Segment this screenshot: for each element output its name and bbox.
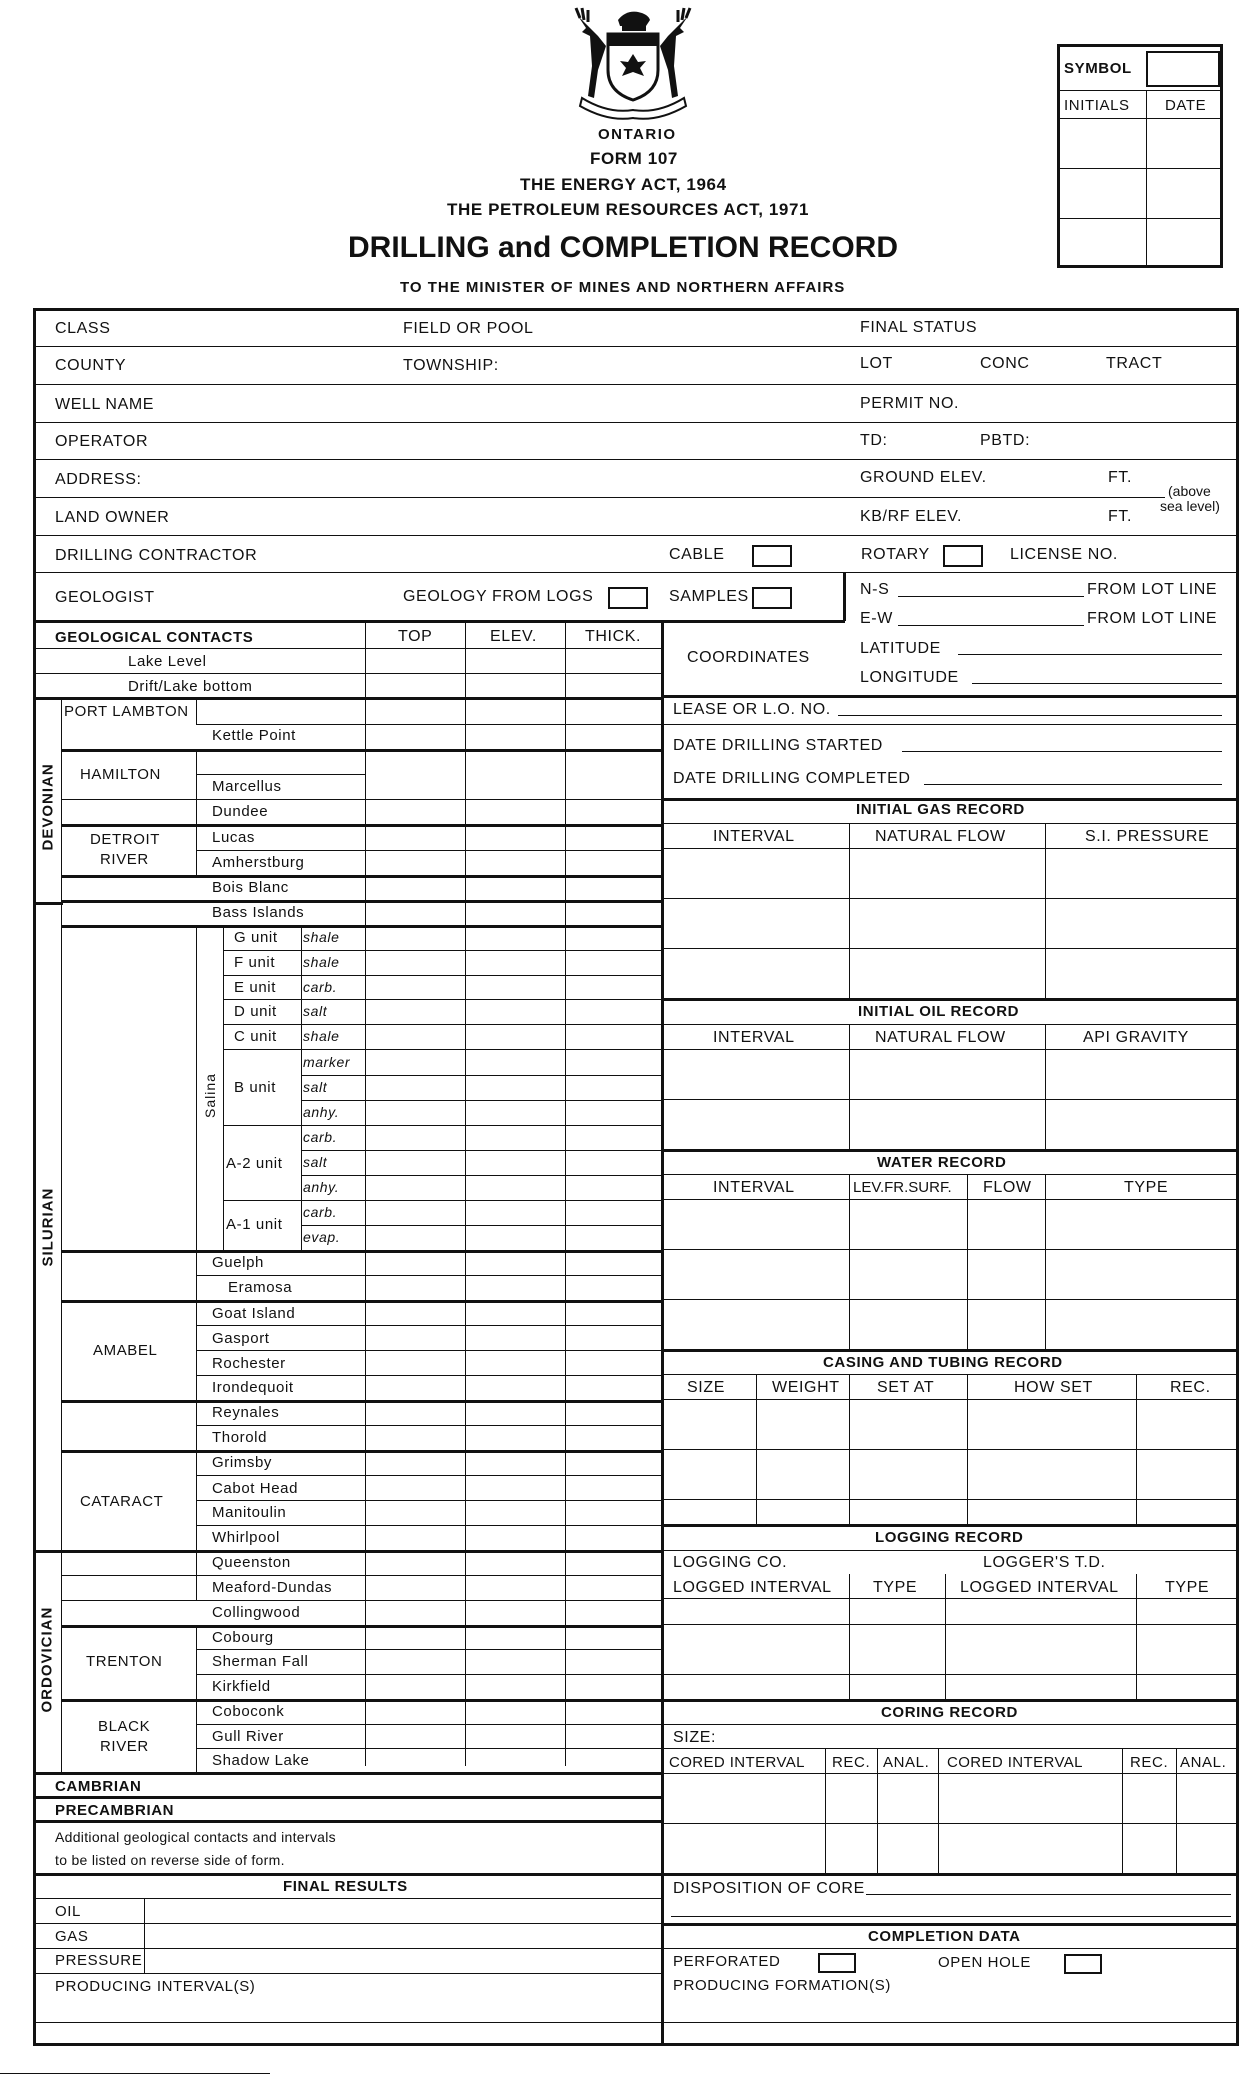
address-label: ADDRESS: <box>55 471 142 488</box>
irondequoit: Irondequoit <box>212 1379 294 1396</box>
logged-interval-header-2: LOGGED INTERVAL <box>960 1579 1119 1596</box>
oil-api-gravity-header: API GRAVITY <box>1083 1029 1189 1046</box>
c-unit-shale: shale <box>303 1028 340 1044</box>
water-flow-header: FLOW <box>983 1179 1032 1196</box>
coboconk: Coboconk <box>212 1703 285 1720</box>
sherman-fall: Sherman Fall <box>212 1653 309 1670</box>
a2-unit-carb: carb. <box>303 1129 338 1145</box>
geologist-label: GEOLOGIST <box>55 589 155 606</box>
ns-label: N-S <box>860 581 890 598</box>
meaford-dundas: Meaford-Dundas <box>212 1579 333 1596</box>
symbol-label: SYMBOL <box>1064 60 1132 77</box>
disposition-label: DISPOSITION OF CORE <box>673 1880 865 1897</box>
water-record-title: WATER RECORD <box>877 1154 1007 1171</box>
a2-unit-salt: salt <box>303 1154 328 1170</box>
oil-natural-flow-header: NATURAL FLOW <box>875 1029 1006 1046</box>
producing-formation-label: PRODUCING FORMATION(S) <box>673 1977 891 1994</box>
class-label: CLASS <box>55 320 111 337</box>
casing-record-title: CASING AND TUBING RECORD <box>823 1354 1063 1371</box>
lake-level: Lake Level <box>128 653 207 670</box>
grimsby: Grimsby <box>212 1454 273 1471</box>
ordovician-era: ORDOVICIAN <box>38 1606 56 1713</box>
land-owner-label: LAND OWNER <box>55 509 170 526</box>
water-type-header: TYPE <box>1124 1179 1169 1196</box>
gull-river: Gull River <box>212 1728 284 1745</box>
d-unit: D unit <box>234 1003 277 1020</box>
logged-interval-header-1: LOGGED INTERVAL <box>673 1579 832 1596</box>
rotary-label: ROTARY <box>861 546 930 563</box>
b-unit: B unit <box>234 1079 276 1096</box>
from-lot-line-1: FROM LOT LINE <box>1087 581 1218 598</box>
county-label: COUNTY <box>55 357 127 374</box>
f-unit: F unit <box>234 954 276 971</box>
d-unit-salt: salt <box>303 1003 328 1019</box>
open-hole-label: OPEN HOLE <box>938 1954 1031 1971</box>
geo-thick-header: THICK. <box>585 628 642 645</box>
open-hole-checkbox[interactable] <box>1064 1954 1102 1974</box>
act-1964: THE ENERGY ACT, 1964 <box>520 175 727 194</box>
samples-checkbox[interactable] <box>752 587 792 609</box>
completion-data-title: COMPLETION DATA <box>868 1928 1021 1945</box>
dundee: Dundee <box>212 803 269 820</box>
casing-rec-header: REC. <box>1170 1379 1211 1396</box>
additional-note-1: Additional geological contacts and intervals <box>55 1829 336 1845</box>
e-unit-carb: carb. <box>303 979 338 995</box>
reynales: Reynales <box>212 1404 280 1421</box>
bass-islands: Bass Islands <box>212 904 305 921</box>
water-interval-header: INTERVAL <box>713 1179 795 1196</box>
casing-set-at-header: SET AT <box>877 1379 935 1396</box>
ground-elev-label: GROUND ELEV. <box>860 469 987 486</box>
well-name-label: WELL NAME <box>55 396 155 413</box>
gas-record-title: INITIAL GAS RECORD <box>856 801 1025 818</box>
perforated-label: PERFORATED <box>673 1953 781 1970</box>
whirlpool: Whirlpool <box>212 1529 280 1546</box>
rochester: Rochester <box>212 1355 286 1372</box>
detroit-river-1: DETROIT <box>90 831 161 848</box>
producing-intervals-label: PRODUCING INTERVAL(S) <box>55 1978 256 1995</box>
cambrian: CAMBRIAN <box>55 1778 142 1795</box>
cobourg: Cobourg <box>212 1629 274 1646</box>
coring-size-label: SIZE: <box>673 1729 717 1746</box>
casing-weight-header: WEIGHT <box>772 1379 840 1396</box>
form-title: DRILLING and COMPLETION RECORD <box>348 231 898 264</box>
cable-label: CABLE <box>669 546 725 563</box>
sea-level-label: sea level) <box>1160 498 1220 514</box>
core-anal-header-2: ANAL. <box>1180 1754 1227 1771</box>
above-label: (above <box>1168 483 1211 499</box>
samples-label: SAMPLES <box>669 588 749 605</box>
b-unit-anhy: anhy. <box>303 1104 340 1120</box>
cable-checkbox[interactable] <box>752 545 792 567</box>
logging-co-label: LOGGING CO. <box>673 1554 788 1571</box>
perforated-checkbox[interactable] <box>818 1953 856 1973</box>
amherstburg: Amherstburg <box>212 854 305 871</box>
detroit-river-2: RIVER <box>100 851 149 868</box>
cored-interval-header-2: CORED INTERVAL <box>947 1754 1083 1771</box>
ft-label-1: FT. <box>1108 469 1133 486</box>
hamilton-group: HAMILTON <box>80 766 161 783</box>
devonian-era: DEVONIAN <box>39 763 57 851</box>
cataract-group: CATARACT <box>80 1493 164 1510</box>
gas-si-pressure-header: S.I. PRESSURE <box>1085 828 1210 845</box>
permit-label: PERMIT NO. <box>860 395 960 412</box>
black-river-2: RIVER <box>100 1738 149 1755</box>
a1-unit: A-1 unit <box>226 1216 283 1233</box>
drilling-contractor-label: DRILLING CONTRACTOR <box>55 547 258 564</box>
tract-label: TRACT <box>1106 355 1163 372</box>
kirkfield: Kirkfield <box>212 1678 271 1695</box>
form-subtitle: TO THE MINISTER OF MINES AND NORTHERN AFFAIRS <box>400 279 846 296</box>
date-completed-label: DATE DRILLING COMPLETED <box>673 770 911 787</box>
latitude-label: LATITUDE <box>860 640 941 657</box>
date-label: DATE <box>1165 97 1207 114</box>
ontario-crest <box>568 6 698 124</box>
loggers-td-label: LOGGER'S T.D. <box>983 1554 1106 1571</box>
manitoulin: Manitoulin <box>212 1504 287 1521</box>
logging-record-title: LOGGING RECORD <box>875 1529 1024 1546</box>
precambrian: PRECAMBRIAN <box>55 1802 175 1819</box>
log-type-header-1: TYPE <box>873 1579 918 1596</box>
g-unit: G unit <box>234 929 278 946</box>
silurian-era: SILURIAN <box>39 1187 57 1267</box>
kb-rf-elev-label: KB/RF ELEV. <box>860 508 963 525</box>
geology-from-logs-label: GEOLOGY FROM LOGS <box>403 588 594 605</box>
e-unit: E unit <box>234 979 276 996</box>
a2-unit-anhy: anhy. <box>303 1179 340 1195</box>
gas-label: GAS <box>55 1928 89 1945</box>
province-name: ONTARIO <box>598 126 677 143</box>
longitude-label: LONGITUDE <box>860 669 959 686</box>
geo-top-header: TOP <box>398 628 433 645</box>
a2-unit: A-2 unit <box>226 1155 283 1172</box>
thorold: Thorold <box>212 1429 268 1446</box>
f-unit-shale: shale <box>303 954 340 970</box>
lease-label: LEASE OR L.O. NO. <box>673 701 831 718</box>
black-river-1: BLACK <box>98 1718 151 1735</box>
water-lev-fr-surf-header: LEV.FR.SURF. <box>853 1179 952 1196</box>
conc-label: CONC <box>980 355 1030 372</box>
td-label: TD: <box>860 432 888 449</box>
c-unit: C unit <box>234 1028 277 1045</box>
oil-label: OIL <box>55 1903 81 1920</box>
cabot-head: Cabot Head <box>212 1480 299 1497</box>
form-number: FORM 107 <box>590 149 678 168</box>
a1-unit-evap: evap. <box>303 1229 341 1245</box>
b-unit-salt: salt <box>303 1079 328 1095</box>
bois-blanc: Bois Blanc <box>212 879 289 896</box>
geo-elev-header: ELEV. <box>490 628 537 645</box>
b-unit-marker: marker <box>303 1054 351 1070</box>
pbtd-label: PBTD: <box>980 432 1031 449</box>
guelph: Guelph <box>212 1254 264 1271</box>
act-1971: THE PETROLEUM RESOURCES ACT, 1971 <box>447 200 810 219</box>
trenton-group: TRENTON <box>86 1653 163 1670</box>
core-anal-header-1: ANAL. <box>883 1754 930 1771</box>
lucas: Lucas <box>212 829 256 846</box>
a1-unit-carb: carb. <box>303 1204 338 1220</box>
core-rec-header-1: REC. <box>832 1754 871 1771</box>
shadow-lake: Shadow Lake <box>212 1752 310 1769</box>
license-label: LICENSE NO. <box>1010 546 1118 563</box>
port-lambton: PORT LAMBTON <box>64 703 189 720</box>
township-label: TOWNSHIP: <box>403 357 499 374</box>
initials-label: INITIALS <box>1064 97 1130 114</box>
geo-contacts-header: GEOLOGICAL CONTACTS <box>55 629 254 646</box>
field-pool-label: FIELD OR POOL <box>403 320 534 337</box>
eramosa: Eramosa <box>228 1279 293 1296</box>
gas-interval-header: INTERVAL <box>713 828 795 845</box>
coring-record-title: CORING RECORD <box>881 1704 1018 1721</box>
lot-label: LOT <box>860 355 893 372</box>
operator-label: OPERATOR <box>55 433 149 450</box>
gas-natural-flow-header: NATURAL FLOW <box>875 828 1006 845</box>
date-started-label: DATE DRILLING STARTED <box>673 737 883 754</box>
drift-lake-bottom: Drift/Lake bottom <box>128 678 253 695</box>
log-type-header-2: TYPE <box>1165 1579 1210 1596</box>
casing-size-header: SIZE <box>687 1379 725 1396</box>
salina-formation: Salina <box>202 1073 218 1118</box>
form-frame <box>33 308 1239 2046</box>
oil-record-title: INITIAL OIL RECORD <box>858 1003 1020 1020</box>
marcellus: Marcellus <box>212 778 282 795</box>
from-lot-line-2: FROM LOT LINE <box>1087 610 1218 627</box>
amabel-group: AMABEL <box>93 1342 158 1359</box>
geology-from-logs-checkbox[interactable] <box>608 587 648 609</box>
rotary-checkbox[interactable] <box>943 545 983 567</box>
goat-island: Goat Island <box>212 1305 296 1322</box>
kettle-point: Kettle Point <box>212 727 296 744</box>
pressure-label: PRESSURE <box>55 1952 143 1969</box>
core-rec-header-2: REC. <box>1130 1754 1169 1771</box>
additional-note-2: to be listed on reverse side of form. <box>55 1852 285 1868</box>
symbol-input[interactable] <box>1146 51 1220 87</box>
casing-how-set-header: HOW SET <box>1014 1379 1093 1396</box>
ew-label: E-W <box>860 610 893 627</box>
queenston: Queenston <box>212 1554 291 1571</box>
final-status-label: FINAL STATUS <box>860 319 978 336</box>
ft-label-2: FT. <box>1108 508 1133 525</box>
final-results-title: FINAL RESULTS <box>283 1878 408 1895</box>
oil-interval-header: INTERVAL <box>713 1029 795 1046</box>
g-unit-shale: shale <box>303 929 340 945</box>
coordinates-label: COORDINATES <box>687 649 810 666</box>
gasport: Gasport <box>212 1330 270 1347</box>
cored-interval-header-1: CORED INTERVAL <box>669 1754 805 1771</box>
collingwood: Collingwood <box>212 1604 301 1621</box>
